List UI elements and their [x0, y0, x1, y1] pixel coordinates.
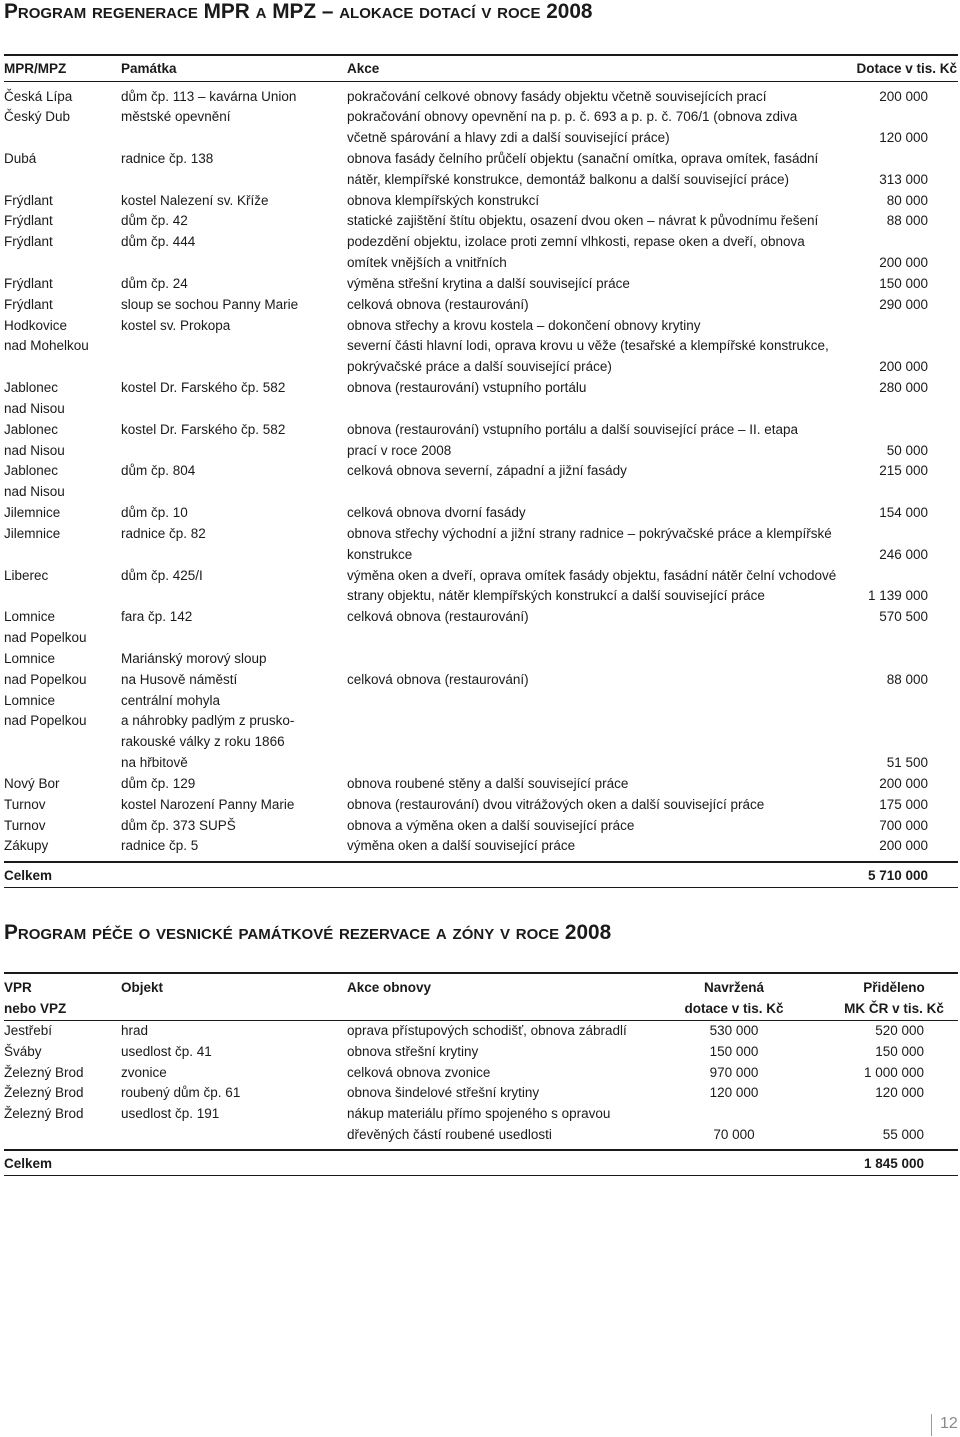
table2-total-rule: [4, 1149, 958, 1151]
mpr-mpz-cell: nad Popelkou: [4, 713, 87, 729]
mpr-mpz-cell: nad Nisou: [4, 400, 65, 416]
amount-cell: 700 000: [879, 817, 928, 833]
table1-total-rule: [4, 861, 958, 863]
total-label: Celkem: [4, 1156, 53, 1171]
table-row: [0, 253, 960, 274]
action-cell: obnova střechy a krovu kostela – dokončení obnovy krytiny: [347, 317, 701, 333]
table-row: [0, 774, 960, 795]
vpr-vpz-cell: Železný Brod: [4, 1064, 84, 1080]
amount-cell: 200 000: [879, 775, 928, 791]
monument-cell: radnice čp. 5: [121, 838, 199, 854]
table1-top-rule: [4, 54, 958, 56]
monument-cell: dům čp. 373 SUPŠ: [121, 817, 236, 833]
mpr-mpz-cell: Frýdlant: [4, 296, 53, 312]
monument-cell: dům čp. 24: [121, 275, 188, 291]
action-cell: celková obnova (restaurování): [347, 609, 529, 625]
action-cell: strany objektu, nátěr klempířských konstrukcí a další související práce: [347, 588, 765, 604]
proposed-amount-cell: 150 000: [709, 1043, 759, 1059]
mpr-mpz-cell: Frýdlant: [4, 213, 53, 229]
amount-cell: 215 000: [879, 463, 928, 479]
amount-cell: 175 000: [879, 796, 928, 812]
action-cell: dřevěných částí roubené usedlosti: [347, 1127, 552, 1143]
column-header-vpr: VPR: [4, 980, 32, 995]
table-row: [0, 274, 960, 295]
action-cell: včetně spárování a hlavy zdi a další související práce): [347, 130, 670, 146]
section-title-vesnicke-rezervace: Program péče o vesnické památkové rezervace a zóny v roce 2008: [4, 921, 612, 944]
action-cell: obnova šindelové střešní krytiny: [347, 1085, 540, 1101]
monument-cell: městské opevnění: [121, 109, 231, 125]
action-cell: pokrývačské práce a další související práce): [347, 359, 612, 375]
mpr-mpz-cell: nad Nisou: [4, 484, 65, 500]
table-row: [0, 87, 960, 108]
object-cell: zvonice: [121, 1064, 167, 1080]
monument-cell: rakouské války z roku 1866: [121, 734, 285, 750]
monument-cell: dům čp. 129: [121, 775, 196, 791]
action-cell: obnova roubené stěny a další související práce: [347, 775, 629, 791]
table-row: [0, 670, 960, 691]
table1-header-rule: [4, 81, 958, 82]
action-cell: omítek vnějších a vnitřních: [347, 255, 507, 271]
table-row: [0, 107, 960, 128]
table-row: [0, 1125, 960, 1146]
amount-cell: 280 000: [879, 380, 928, 396]
monument-cell: dům čp. 10: [121, 505, 188, 521]
table-row: [0, 1063, 960, 1084]
amount-cell: 88 000: [886, 671, 928, 687]
table-row: [0, 524, 960, 545]
mpr-mpz-cell: Turnov: [4, 817, 46, 833]
action-cell: celková obnova severní, západní a jižní fasády: [347, 463, 627, 479]
table-row: [0, 336, 960, 357]
amount-cell: 200 000: [879, 838, 928, 854]
table-row: [0, 711, 960, 732]
table-row: [0, 795, 960, 816]
table-row: [0, 232, 960, 253]
table-row: [0, 753, 960, 774]
table-row: [0, 1042, 960, 1063]
vpr-vpz-cell: Jestřebí: [4, 1023, 53, 1038]
mpr-mpz-cell: nad Nisou: [4, 442, 65, 458]
allocated-amount-cell: 1 000 000: [863, 1064, 924, 1080]
column-header-allocated-unit: MK ČR v tis. Kč: [844, 1001, 944, 1016]
monument-cell: Mariánský morový sloup: [121, 650, 267, 666]
action-cell: výměna střešní krytina a další související práce: [347, 275, 630, 291]
monument-cell: radnice čp. 82: [121, 525, 206, 541]
action-cell: statické zajištění štítu objektu, osazení dvou oken – návrat k původnímu řešení: [347, 213, 819, 229]
table1-total-row: [0, 866, 960, 887]
monument-cell: kostel Dr. Farského čp. 582: [121, 380, 286, 396]
allocated-amount-cell: 150 000: [875, 1043, 924, 1059]
table-row: [0, 441, 960, 462]
mpr-mpz-cell: Hodkovice: [4, 317, 68, 333]
page-number-divider: [931, 1414, 932, 1436]
amount-cell: 200 000: [879, 88, 928, 104]
table-row: [0, 482, 960, 503]
amount-cell: 313 000: [879, 171, 928, 187]
proposed-amount-cell: 530 000: [709, 1023, 759, 1038]
monument-cell: dům čp. 425/I: [121, 567, 203, 583]
action-cell: výměna oken a další související práce: [347, 838, 576, 854]
object-cell: hrad: [121, 1023, 149, 1038]
mpr-mpz-cell: Lomnice: [4, 609, 56, 625]
table-row: [0, 128, 960, 149]
amount-cell: 88 000: [886, 213, 928, 229]
amount-cell: 50 000: [886, 442, 928, 458]
mpr-mpz-cell: Lomnice: [4, 650, 56, 666]
proposed-amount-cell: 970 000: [709, 1064, 759, 1080]
mpr-mpz-cell: Jablonec: [4, 380, 59, 396]
monument-cell: dům čp. 113 – kavárna Union: [121, 88, 297, 104]
object-cell: usedlost čp. 41: [121, 1043, 212, 1059]
monument-cell: centrální mohyla: [121, 692, 221, 708]
table-row: [0, 191, 960, 212]
action-cell: severní části hlavní lodi, oprava krovu u věže (tesařské a klempířské konstrukce,: [347, 338, 829, 354]
total-amount: 5 710 000: [867, 867, 928, 883]
table2-total-row: [0, 1154, 960, 1175]
amount-cell: 1 139 000: [867, 588, 928, 604]
table-row: [0, 149, 960, 170]
action-cell: obnova fasády čelního průčelí objektu (sanační omítka, oprava omítek, fasádní: [347, 150, 819, 166]
table-row: [0, 316, 960, 337]
table-row: [0, 1021, 960, 1042]
table1-bottom-rule: [4, 887, 958, 888]
mpr-mpz-cell: nad Popelkou: [4, 630, 87, 646]
action-cell: pokračování celkové obnovy fasády objektu včetně souvisejících prací: [347, 88, 767, 104]
mpr-mpz-cell: Jablonec: [4, 463, 59, 479]
table1-header-row: [0, 59, 960, 80]
amount-cell: 51 500: [886, 755, 928, 771]
table-row: [0, 170, 960, 191]
monument-cell: dům čp. 42: [121, 213, 188, 229]
column-header-object: Objekt: [121, 980, 164, 995]
amount-cell: 290 000: [879, 296, 928, 312]
monument-cell: na Husově náměstí: [121, 671, 238, 687]
mpr-mpz-cell: Jablonec: [4, 421, 59, 437]
monument-cell: a náhrobky padlým z prusko-: [121, 713, 295, 729]
table-row: [0, 378, 960, 399]
column-header-mpr-mpz: MPR/MPZ: [4, 61, 67, 76]
table-row: [0, 399, 960, 420]
mpr-mpz-cell: Jilemnice: [4, 525, 61, 541]
amount-cell: 246 000: [879, 546, 928, 562]
table2-bottom-rule: [4, 1175, 958, 1176]
mpr-mpz-cell: Frýdlant: [4, 275, 53, 291]
column-header-amount: Dotace v tis. Kč: [856, 61, 957, 76]
mpr-mpz-cell: Frýdlant: [4, 234, 53, 250]
vpr-vpz-cell: Železný Brod: [4, 1085, 84, 1101]
table-row: [0, 691, 960, 712]
table-row: [0, 816, 960, 837]
mpr-mpz-cell: Nový Bor: [4, 775, 60, 791]
table2-top-rule: [4, 972, 958, 974]
monument-cell: kostel Nalezení sv. Kříže: [121, 192, 269, 208]
monument-cell: kostel Narození Panny Marie: [121, 796, 295, 812]
mpr-mpz-cell: nad Mohelkou: [4, 338, 89, 354]
monument-cell: sloup se sochou Panny Marie: [121, 296, 299, 312]
action-cell: obnova střechy východní a jižní strany radnice – pokrývačské práce a klempířské: [347, 525, 832, 541]
action-cell: celková obnova dvorní fasády: [347, 505, 526, 521]
amount-cell: 150 000: [879, 275, 928, 291]
mpr-mpz-cell: Frýdlant: [4, 192, 53, 208]
amount-cell: 80 000: [886, 192, 928, 208]
amount-cell: 200 000: [879, 359, 928, 375]
mpr-mpz-cell: Jilemnice: [4, 505, 61, 521]
monument-cell: kostel sv. Prokopa: [121, 317, 231, 333]
action-cell: nátěr, klempířské konstrukce, demontáž balkonu a další související práce): [347, 171, 789, 187]
action-cell: prací v roce 2008: [347, 442, 452, 458]
action-cell: obnova (restaurování) vstupního portálu: [347, 380, 587, 396]
action-cell: celková obnova zvonice: [347, 1064, 491, 1080]
mpr-mpz-cell: Česká Lípa: [4, 88, 73, 104]
section-title-regenerace: Program regenerace MPR a MPZ – alokace dotací v roce 2008: [4, 0, 593, 23]
monument-cell: fara čp. 142: [121, 609, 193, 625]
mpr-mpz-cell: Český Dub: [4, 109, 71, 125]
action-cell: výměna oken a dveří, oprava omítek fasády objektu, fasádní nátěr čelní vchodové: [347, 567, 837, 583]
table-row: [0, 1104, 960, 1125]
column-header-proposed-unit: dotace v tis. Kč: [684, 1001, 784, 1016]
column-header-vpz: nebo VPZ: [4, 1001, 67, 1016]
table-row: [0, 1083, 960, 1104]
total-allocated-amount: 1 845 000: [863, 1156, 924, 1171]
action-cell: obnova klempířských konstrukcí: [347, 192, 540, 208]
table-row: [0, 607, 960, 628]
column-header-action: Akce: [347, 61, 380, 76]
table-row: [0, 503, 960, 524]
amount-cell: 200 000: [879, 255, 928, 271]
monument-cell: dům čp. 804: [121, 463, 196, 479]
mpr-mpz-cell: Turnov: [4, 796, 46, 812]
column-header-monument: Památka: [121, 61, 177, 76]
table-row: [0, 545, 960, 566]
table-row: [0, 461, 960, 482]
mpr-mpz-cell: Liberec: [4, 567, 49, 583]
action-cell: obnova (restaurování) vstupního portálu a další související práce – II. etapa: [347, 421, 799, 437]
monument-cell: na hřbitově: [121, 755, 188, 771]
table2-header-row: [0, 978, 960, 999]
table-row: [0, 357, 960, 378]
object-cell: roubený dům čp. 61: [121, 1085, 241, 1101]
mpr-mpz-cell: Lomnice: [4, 692, 56, 708]
monument-cell: radnice čp. 138: [121, 150, 214, 166]
vpr-vpz-cell: Šváby: [4, 1043, 42, 1059]
action-cell: konstrukce: [347, 546, 413, 562]
column-header-allocated: Přiděleno: [863, 980, 925, 995]
table-row: [0, 732, 960, 753]
amount-cell: 154 000: [879, 505, 928, 521]
mpr-mpz-cell: Zákupy: [4, 838, 49, 854]
action-cell: obnova (restaurování) dvou vitrážových oken a další související práce: [347, 796, 765, 812]
allocated-amount-cell: 120 000: [875, 1085, 924, 1101]
table-row: [0, 295, 960, 316]
table-row: [0, 566, 960, 587]
table-row: [0, 628, 960, 649]
action-cell: obnova a výměna oken a další související práce: [347, 817, 635, 833]
table-row: [0, 420, 960, 441]
allocated-amount-cell: 520 000: [875, 1023, 924, 1038]
page-number: 12: [940, 1415, 958, 1432]
total-label: Celkem: [4, 867, 53, 883]
amount-cell: 570 500: [879, 609, 928, 625]
table-row: [0, 211, 960, 232]
proposed-amount-cell: 120 000: [709, 1085, 759, 1101]
action-cell: oprava přístupových schodišť, obnova zábradlí: [347, 1023, 627, 1038]
action-cell: pokračování obnovy opevnění na p. p. č. 693 a p. p. č. 706/1 (obnova zdiva: [347, 109, 798, 125]
amount-cell: 120 000: [879, 130, 928, 146]
table2-header-row-2: [0, 999, 960, 1020]
action-cell: nákup materiálu přímo spojeného s opravou: [347, 1106, 611, 1122]
table-row: [0, 649, 960, 670]
mpr-mpz-cell: nad Popelkou: [4, 671, 87, 687]
action-cell: podezdění objektu, izolace proti zemní vlhkosti, repase oken a dveří, obnova: [347, 234, 805, 250]
monument-cell: dům čp. 444: [121, 234, 196, 250]
table-row: [0, 836, 960, 857]
allocated-amount-cell: 55 000: [882, 1127, 924, 1143]
column-header-proposed: Navržená: [703, 980, 765, 995]
vpr-vpz-cell: Železný Brod: [4, 1106, 84, 1122]
column-header-action: Akce obnovy: [347, 980, 432, 995]
action-cell: celková obnova (restaurování): [347, 296, 529, 312]
monument-cell: kostel Dr. Farského čp. 582: [121, 421, 286, 437]
object-cell: usedlost čp. 191: [121, 1106, 220, 1122]
table-row: [0, 586, 960, 607]
action-cell: obnova střešní krytiny: [347, 1043, 479, 1059]
proposed-amount-cell: 70 000: [713, 1127, 755, 1143]
action-cell: celková obnova (restaurování): [347, 671, 529, 687]
mpr-mpz-cell: Dubá: [4, 150, 37, 166]
